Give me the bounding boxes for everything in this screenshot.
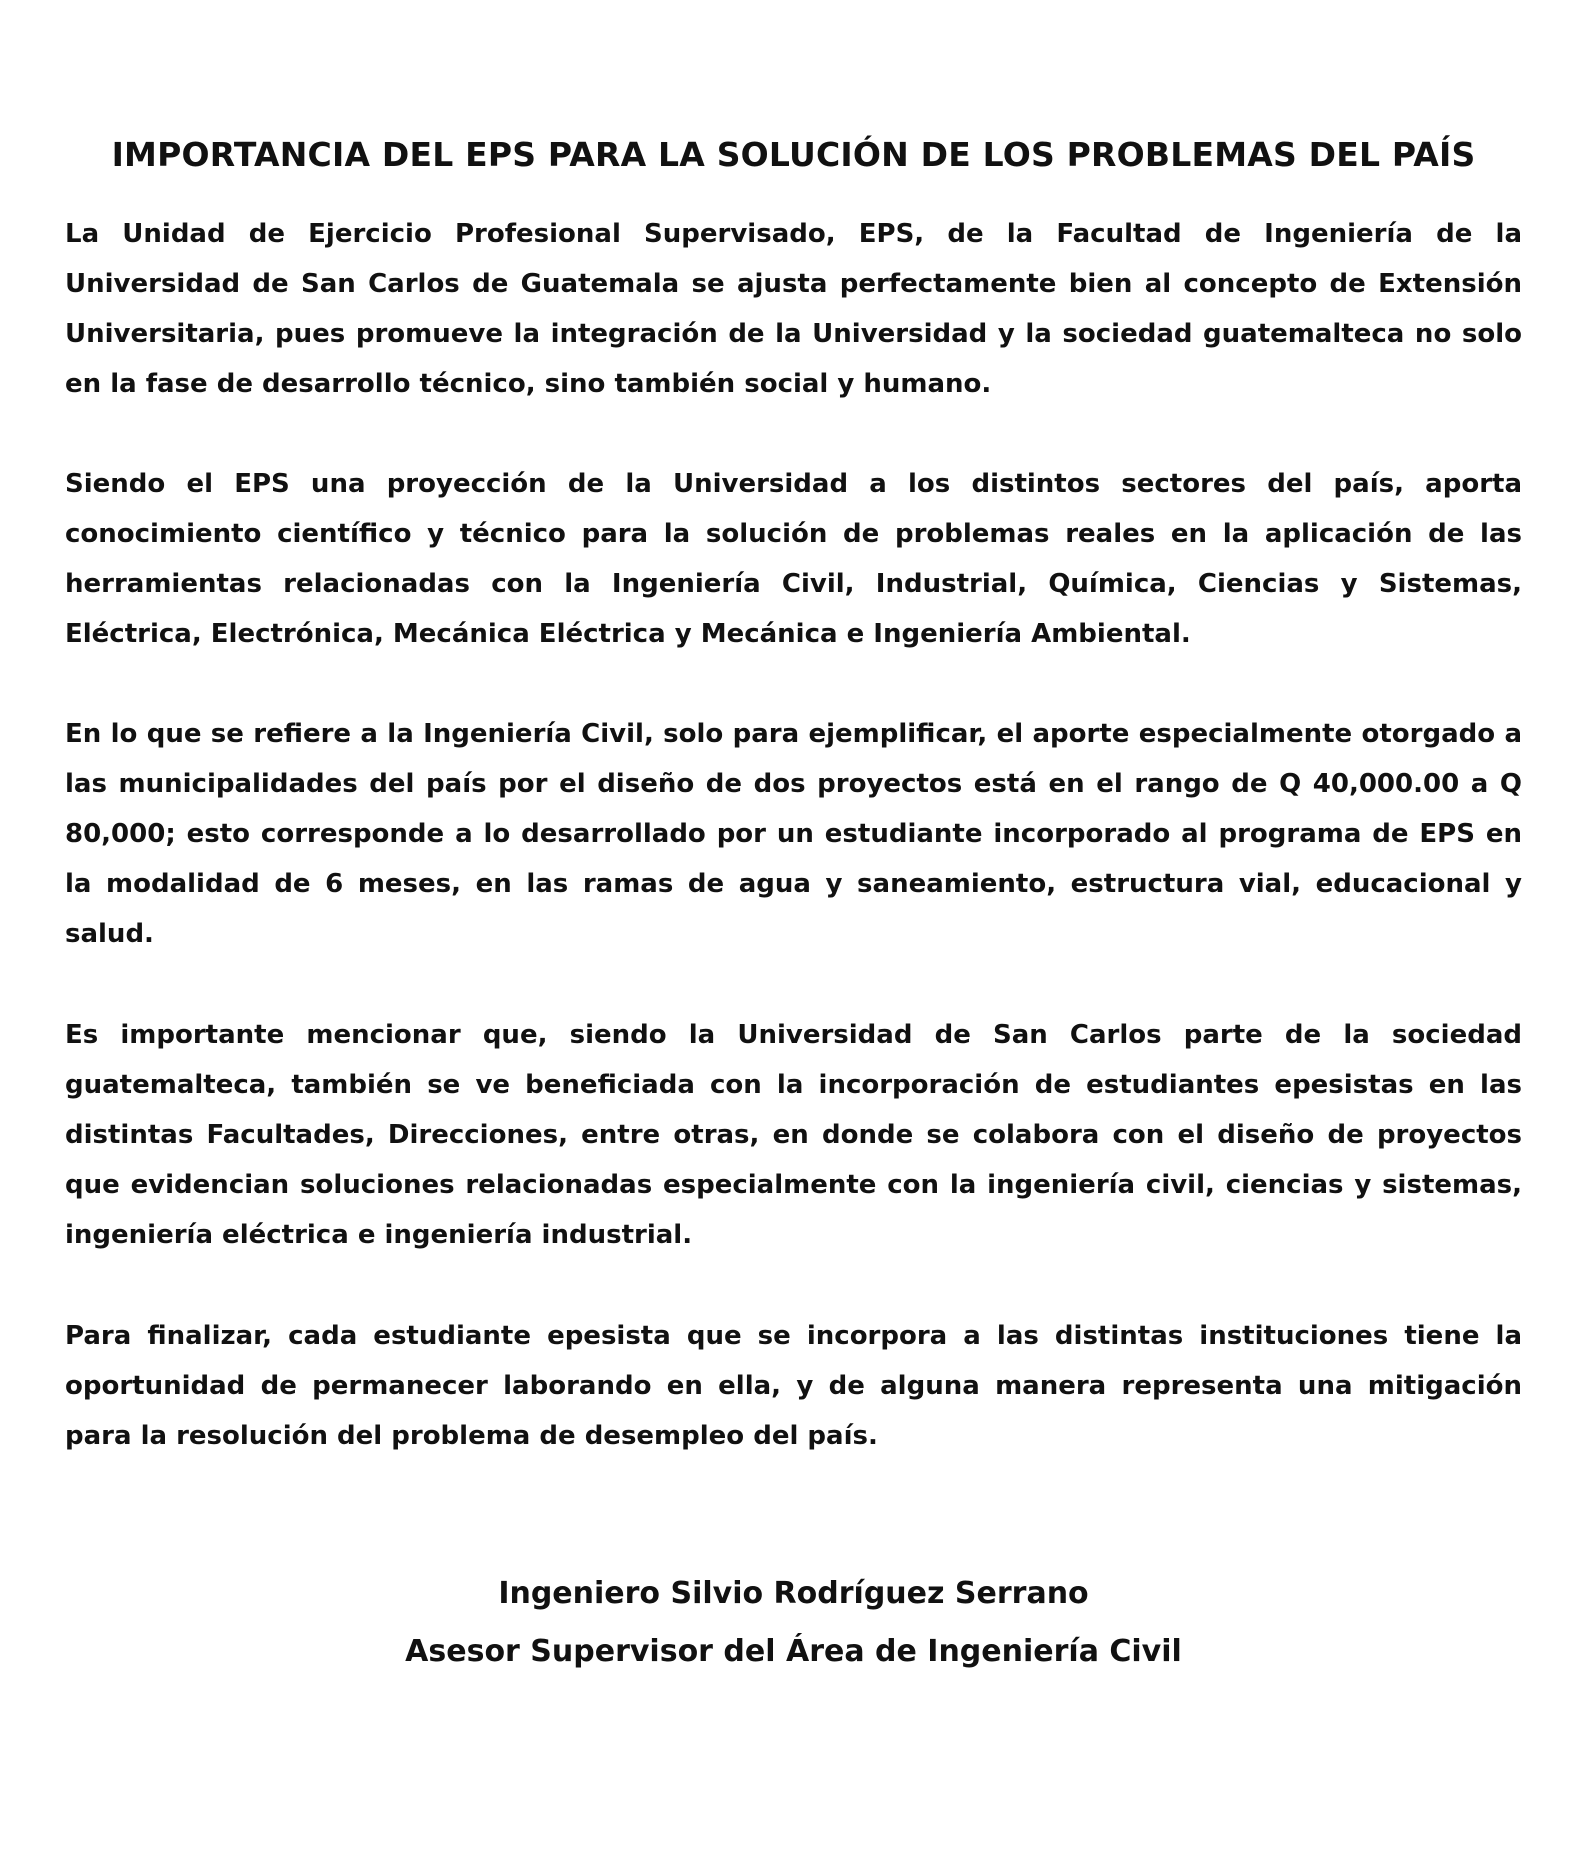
signature-role: Asesor Supervisor del Área de Ingeniería Civil — [405, 1634, 1182, 1669]
signature-name: Ingeniero Silvio Rodríguez Serrano — [498, 1576, 1089, 1611]
paragraph-conclusion: Para finalizar, cada estudiante epesista que se incorpora a las distintas instituciones tiene la oportunidad de permanecer laborando en ella, y de alguna manera representa una mitigación para la resolución del problema de desempleo del país. — [65, 1321, 1522, 1451]
paragraph-university-benefit: Es importante mencionar que, siendo la Universidad de San Carlos parte de la sociedad guatemalteca, también se ve beneficiada con la incorporación de estudiantes epesistas en las distintas Facultades, Direcciones, entre otras, en donde se colabora con el diseño de proyectos que evidencian soluciones relacionadas especialmente con la ingeniería civil, ciencias y sistemas, ingeniería eléctrica e ingeniería industrial. — [65, 1020, 1522, 1250]
paragraph-civil-engineering: En lo que se refiere a la Ingeniería Civil, solo para ejemplificar, el aporte especialmente otorgado a las municipalidades del país por el diseño de dos proyectos está en el rango de Q 40,000.00 a Q 80,000; esto corresponde a lo desarrollado por un estudiante incorporado al programa de EPS en la modalidad de 6 meses, en las ramas de agua y saneamiento, estructura vial, educacional y salud. — [65, 719, 1522, 949]
document-title: IMPORTANCIA DEL EPS PARA LA SOLUCIÓN DE LOS PROBLEMAS DEL PAÍS — [111, 135, 1476, 174]
paragraph-eps-extension: La Unidad de Ejercicio Profesional Supervisado, EPS, de la Facultad de Ingeniería de la Universidad de San Carlos de Guatemala se ajusta perfectamente bien al concepto de Extensión Universitaria, pues promueve la integración de la Universidad y la sociedad guatemalteca no solo en la fase de desarrollo técnico, sino también social y humano. — [65, 219, 1522, 399]
paragraph-eps-projection: Siendo el EPS una proyección de la Universidad a los distintos sectores del país, aporta conocimiento científico y técnico para la solución de problemas reales en la aplicación de las herramientas relacionadas con la Ingeniería Civil, Industrial, Química, Ciencias y Sistemas, Eléctrica, Electrónica, Mecánica Eléctrica y Mecánica e Ingeniería Ambiental. — [65, 469, 1522, 649]
signature-block — [65, 1565, 1522, 1681]
